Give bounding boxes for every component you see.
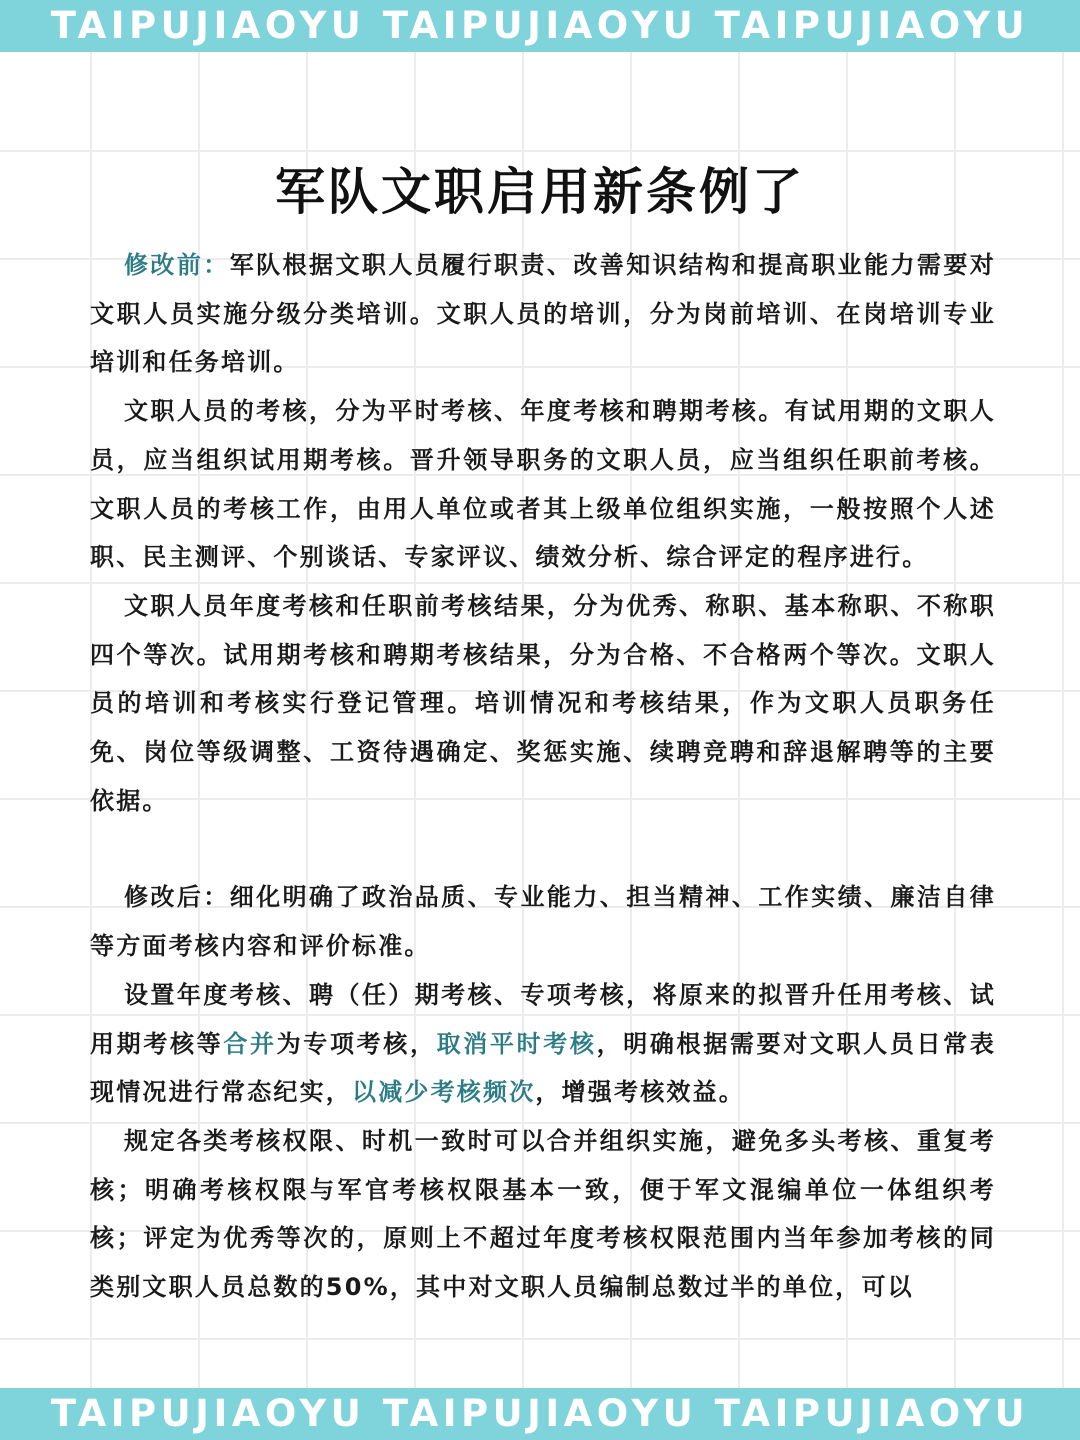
after-paragraph-1 <box>90 873 996 970</box>
before-label: 修改前： <box>124 251 230 279</box>
after-p2-text-d: ，增强考核效益。 <box>535 1078 746 1107</box>
after-paragraph-3: 规定各类考核权限、时机一致时可以合并组织实施，避免多头考核、重复考核；明确考核权限与军官考核权限基本一致，便于军文混编单位一体组织考核；评定为优秀等次的，原则上不超过年度考核权限范围内当年参加考核的同类别文职人员总数的50%，其中对文职人员编制总数过半的单位，可以 <box>90 1126 996 1302</box>
section-gap <box>90 825 996 873</box>
before-paragraph-2: 文职人员的考核，分为平时考核、年度考核和聘期考核。有试用期的文职人员，应当组织试用期考核。晋升领导职务的文职人员，应当组织任职前考核。文职人员的考核工作，由用人单位或者其上级单位组织实施，一般按照个人述职、民主测评、个别谈话、专家评议、绩效分析、综合评定的程序进行。 <box>90 397 996 572</box>
article-body <box>90 241 996 1371</box>
after-paragraph-2 <box>90 971 996 1117</box>
after-p1-text: 细化明确了政治品质、专业能力、担当精神、工作实绩、廉洁自律等方面考核内容和评价标准。 <box>90 883 996 961</box>
highlight-merge: 合并 <box>223 1029 277 1058</box>
after-p2-text-a: 设置年度考核、聘（任）期考核、专项考核，将原来的拟晋升任用考核、试用期考核等 <box>90 980 996 1058</box>
before-p1-text: 军队根据文职人员履行职责、改善知识结构和提高职业能力需要对文职人员实施分级分类培训。文职人员的培训，分为岗前培训、在岗培训专业培训和任务培训。 <box>90 251 996 377</box>
highlight-reduce-frequency: 以减少考核频次 <box>352 1078 536 1107</box>
after-label: 修改后： <box>124 883 230 912</box>
before-paragraph-1 <box>90 241 996 387</box>
after-p2-text-b: 为专项考核， <box>276 1029 437 1058</box>
top-banner: TAIPUJIAOYU TAIPUJIAOYU TAIPUJIAOYU <box>0 0 1080 52</box>
page-title: 军队文职启用新条例了 <box>275 163 805 221</box>
bottom-banner: TAIPUJIAOYU TAIPUJIAOYU TAIPUJIAOYU <box>0 1388 1080 1440</box>
highlight-cancel-routine: 取消平时考核 <box>436 1029 597 1058</box>
before-paragraph-3: 文职人员年度考核和任职前考核结果，分为优秀、称职、基本称职、不称职四个等次。试用期考核和聘期考核结果，分为合格、不合格两个等次。文职人员的培训和考核实行登记管理。培训情况和考核结果，作为文职人员职务任免、岗位等级调整、工资待遇确定、奖惩实施、续聘竞聘和辞退解聘等的主要依据。 <box>90 591 996 815</box>
after-p2-text-c: ，明确根据需要对文职人员日常表现情况进行常态纪实， <box>90 1029 996 1107</box>
